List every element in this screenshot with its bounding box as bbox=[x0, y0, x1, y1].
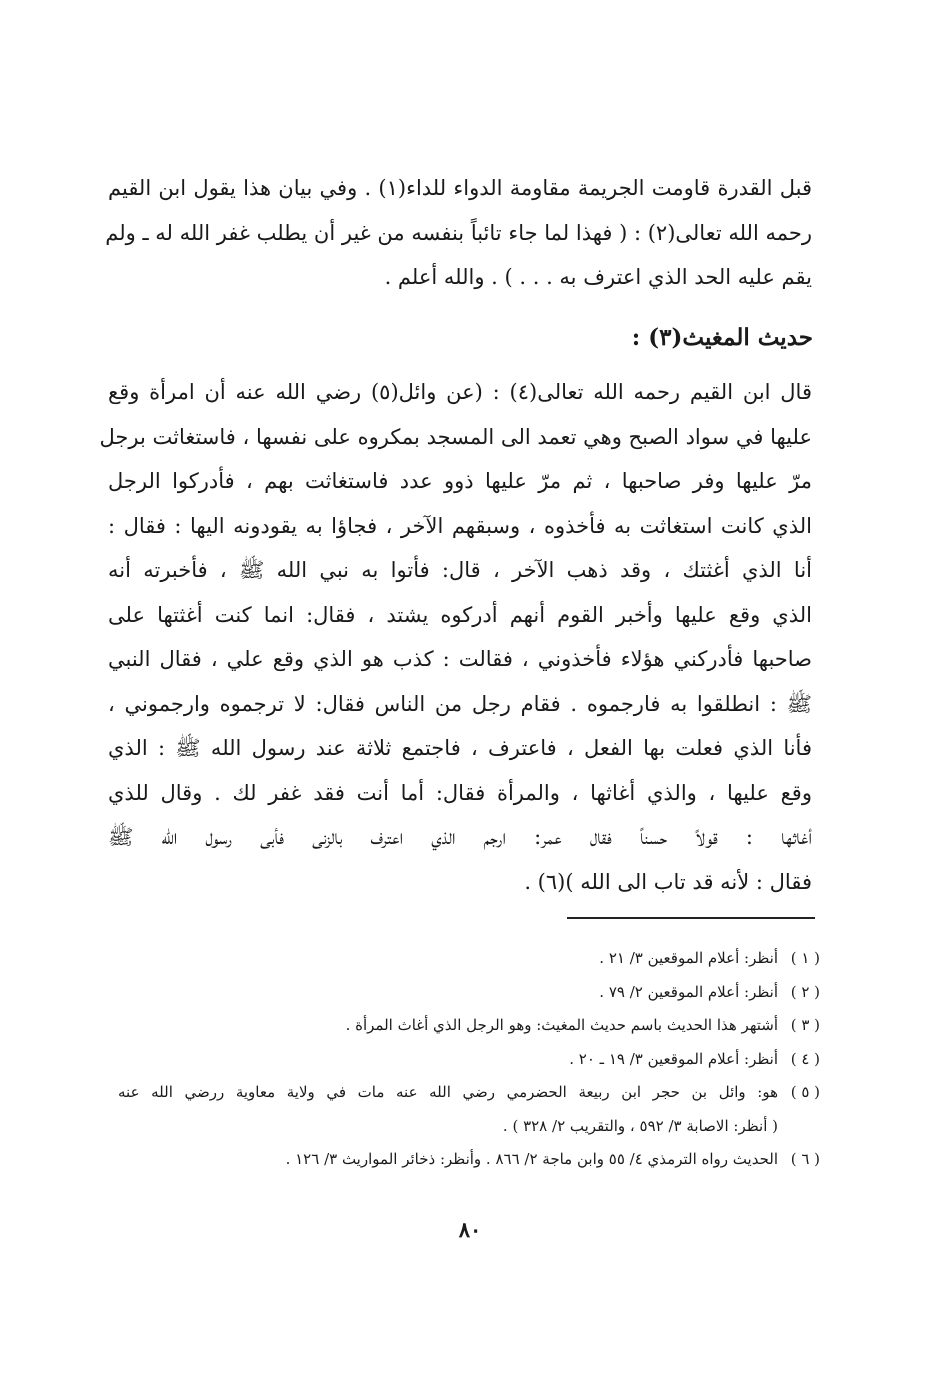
text-line: يقم عليه الحد الذي اعترف به . . . ) . والله أعلم . bbox=[384, 265, 812, 289]
text-line: الذي كانت استغاثت به فأخذوه ، وسبقهم الآخر ، فجاؤا به يقودونه اليها : فقال : bbox=[108, 513, 812, 538]
footnote-5 bbox=[118, 1076, 820, 1143]
text-line: ﷺ : انطلقوا به فارجموه . فقام رجل من الناس فقال: لا ترجموه وارجموني ، bbox=[108, 691, 812, 716]
text-line: رحمه الله تعالى(٢) : ( فهذا لما جاء تائباً بنفسه من غير أن يطلب غفر الله له ـ ولم bbox=[105, 220, 812, 245]
footnote-text: ( أنظر: الاصابة ٣/ ٥٩٢ ، والتقريب ٢/ ٣٢٨ ) . bbox=[502, 1116, 778, 1135]
footnote-number: ( ٥ ) bbox=[790, 1083, 820, 1101]
footnote-text: الحديث رواه الترمذي ٤/ ٥٥ وابن ماجة ٢/ ٨٦٦ . وأنظر: ذخائر المواريث ٣/ ١٢٦ . bbox=[285, 1150, 778, 1168]
text-line: مرّ عليها وفر صاحبها ، ثم مرّ عليها ذوو عدد فاستغاثت بهم ، فأدركوا الرجل bbox=[108, 469, 812, 493]
footnote-number: ( ٣ ) bbox=[790, 1016, 820, 1034]
footnote-4 bbox=[118, 1043, 820, 1077]
paragraph-1 bbox=[105, 166, 812, 300]
text-line: فأنا الذي فعلت بها الفعل ، فاعترف ، فاجتمع ثلاثة عند رسول الله ﷺ : الذي bbox=[108, 736, 812, 760]
footnote-number: ( ٤ ) bbox=[790, 1049, 820, 1068]
text-line: قال ابن القيم رحمه الله تعالى(٤) : (عن وائل(٥) رضي الله عنه أن امرأة وقع bbox=[108, 380, 812, 404]
footnote-text: هو: وائل بن حجر ابن ربيعة الحضرمي رضي الله عنه مات في ولاية معاوية ررضي الله عنه bbox=[118, 1083, 778, 1101]
footnotes bbox=[118, 942, 820, 1177]
text-line: وقع عليها ، والذي أغاثها ، والمرأة فقال: أما أنت فقد غفر لك . وقال للذي bbox=[108, 780, 812, 805]
footnote-6 bbox=[118, 1143, 820, 1177]
text-line: أنا الذي أغثتك ، وقد ذهب الآخر ، قال: فأتوا به نبي الله ﷺ ، فأخبرته أنه bbox=[108, 558, 812, 582]
page-number: ٨٠ bbox=[458, 1217, 482, 1242]
section-heading: حديث المغيث(٣) : bbox=[631, 324, 813, 351]
text-line: فقال : لأنه قد تاب الى الله )(٦) . bbox=[524, 869, 812, 894]
footnote-number: ( ٢ ) bbox=[790, 982, 820, 1001]
text-line: عليها في سواد الصبح وهي تعمد الى المسجد بمكروه على نفسها ، فاستغاثت برجل bbox=[99, 424, 812, 449]
footnote-2 bbox=[118, 976, 820, 1010]
paragraph-2 bbox=[99, 370, 812, 904]
footnote-1 bbox=[118, 942, 820, 976]
footnote-text: أنظر: أعلام الموقعين ٣/ ٢١ . bbox=[599, 949, 778, 967]
footnote-text: أشتهر هذا الحديث باسم حديث المغيث: وهو الرجل الذي أغاث المرأة . bbox=[345, 1016, 778, 1034]
footnote-3 bbox=[118, 1009, 820, 1043]
text-line: صاحبها فأدركني هؤلاء فأخذوني ، فقالت : كذب هو الذي وقع علي ، فقال النبي bbox=[108, 647, 812, 671]
footnote-number: ( ١ ) bbox=[790, 949, 820, 967]
footnote-text: أنظر: أعلام الموقعين ٢/ ٧٩ . bbox=[599, 982, 778, 1001]
footnote-separator bbox=[567, 917, 815, 919]
text-line: قبل القدرة قاومت الجريمة مقاومة الدواء للداء(١) . وفي بيان هذا يقول ابن القيم bbox=[108, 176, 812, 200]
text-line: أغاثها : قولاً حسناً فقال عمر: ارجم الذي اعترف بالزنى فأبى رسول الله ﷺ bbox=[108, 825, 812, 849]
footnote-number: ( ٦ ) bbox=[790, 1150, 820, 1168]
text-line: الذي وقع عليها وأخبر القوم أنهم أدركوه يشتد ، فقال: انما كنت أغثتها على bbox=[108, 602, 812, 627]
footnote-text: أنظر: أعلام الموقعين ٣/ ١٩ ـ ٢٠ . bbox=[569, 1049, 778, 1068]
